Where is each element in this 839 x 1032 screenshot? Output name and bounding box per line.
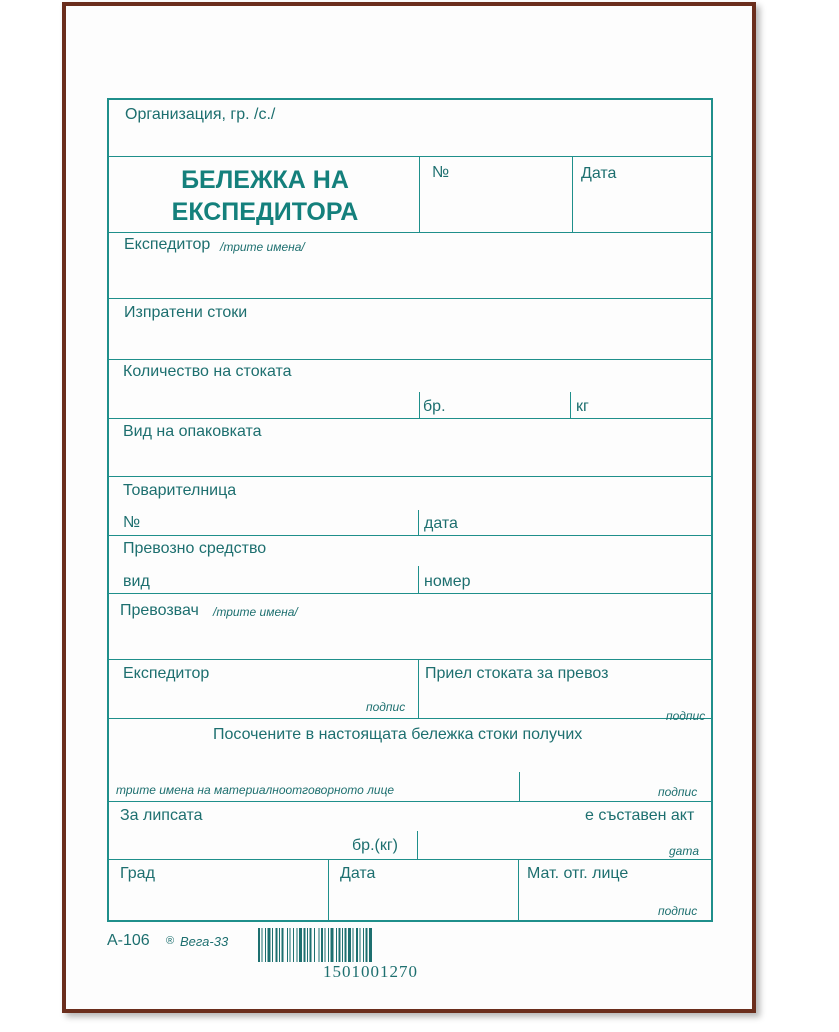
vehicle-type-label: вид	[123, 573, 150, 590]
column-divider	[572, 156, 573, 232]
carrier-label: Превозвач	[120, 602, 199, 619]
accepted-label: Приел стоката за превоз	[425, 665, 609, 682]
forwarder-signature-hint: подпис	[366, 700, 406, 714]
forwarder-sign-label: Експедитор	[123, 665, 210, 682]
organization-label: Организация, гр. /с./	[125, 106, 276, 123]
footer-signature-hint: подпис	[658, 904, 698, 918]
row-divider	[109, 718, 711, 719]
form-code: А-106	[107, 932, 150, 949]
registered-mark: ®	[166, 935, 175, 947]
act-date-hint: gama	[669, 844, 700, 858]
column-divider	[419, 156, 420, 232]
goods-sent-label: Изпратени стоки	[124, 304, 248, 321]
row-divider	[109, 801, 711, 802]
row-divider	[109, 593, 711, 594]
pieces-kg-label: бр.(кг)	[352, 837, 398, 854]
document-title	[140, 164, 390, 228]
quantity-label: Количество на стоката	[123, 363, 292, 380]
title-line-2: ЕКСПЕДИТОРА	[171, 198, 359, 226]
vehicle-number-label: номер	[424, 573, 471, 590]
column-divider	[417, 831, 418, 859]
accepted-signature-hint: подпис	[666, 709, 706, 723]
row-divider	[109, 859, 711, 860]
row-divider	[109, 232, 711, 233]
column-divider	[570, 392, 571, 418]
footer-date-label: Дата	[340, 865, 376, 882]
column-divider	[518, 859, 519, 920]
number-label: №	[432, 164, 450, 181]
forwarder-names-hint: /трите имена/	[220, 240, 305, 254]
received-signature-hint: подпис	[658, 785, 698, 799]
carrier-names-hint: /трите имена/	[213, 605, 298, 619]
row-divider	[109, 659, 711, 660]
forwarder-label: Експедитор	[124, 236, 211, 253]
row-divider	[109, 359, 711, 360]
row-divider	[109, 418, 711, 419]
waybill-number-label: №	[123, 514, 141, 531]
date-label: Дата	[581, 165, 617, 182]
waybill-label: Товарителница	[123, 482, 237, 499]
city-label: Град	[120, 865, 155, 882]
column-divider	[418, 659, 419, 718]
pieces-unit: бр.	[423, 398, 446, 415]
barcode	[258, 928, 488, 962]
column-divider	[328, 859, 329, 920]
vehicle-label: Превозно средство	[123, 540, 267, 557]
column-divider	[419, 392, 420, 418]
title-line-1: БЕЛЕЖКА НА	[181, 166, 349, 194]
waybill-date-label: дата	[424, 515, 458, 532]
row-divider	[109, 298, 711, 299]
column-divider	[418, 510, 419, 535]
row-divider	[109, 476, 711, 477]
kg-unit: кг	[576, 398, 589, 415]
received-statement: Посочените в настоящата бележка стоки получих	[213, 726, 583, 743]
shortage-label: За липсата	[120, 807, 203, 824]
row-divider	[109, 156, 711, 157]
publisher-name: Вега-33	[180, 934, 229, 949]
responsible-names-hint: трите имена на материалноотговорното лице	[116, 783, 395, 797]
column-divider	[519, 772, 520, 801]
barcode-number: 1501001270	[323, 962, 418, 981]
packaging-label: Вид на опаковката	[123, 423, 262, 440]
act-label: е съставен акт	[585, 807, 695, 824]
responsible-person-label: Мат. отг. лице	[527, 865, 629, 882]
column-divider	[418, 566, 419, 593]
row-divider	[109, 535, 711, 536]
